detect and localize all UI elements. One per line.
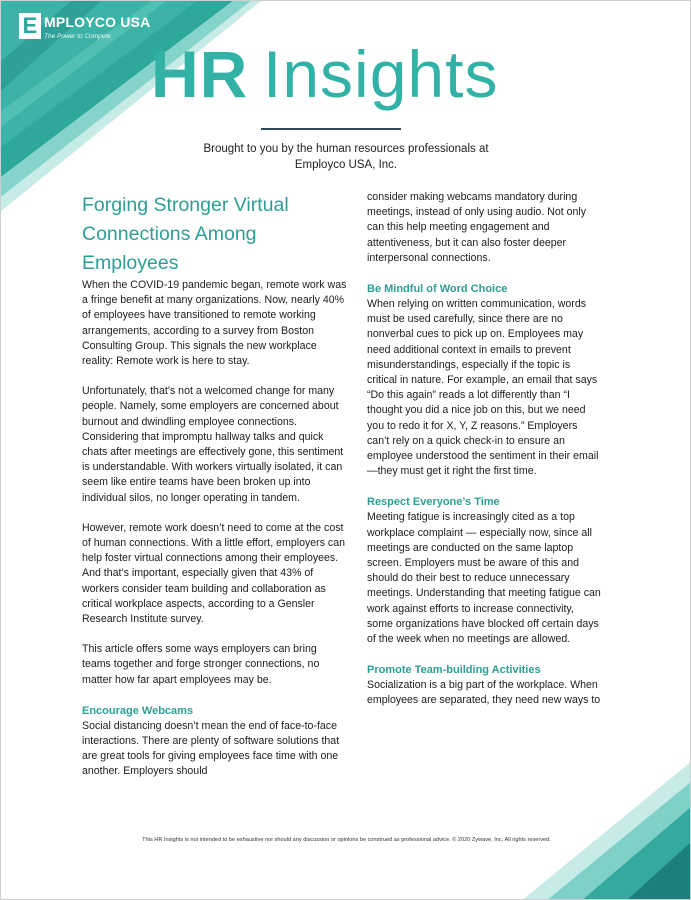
left-column <box>82 191 347 795</box>
article-title-line-1: Forging Stronger Virtual <box>82 194 289 216</box>
heading-word-choice: Be Mindful of Word Choice <box>367 283 508 296</box>
masthead-rule <box>261 128 401 130</box>
article-title <box>82 191 347 278</box>
article-paragraph-1: When the COVID-19 pandemic began, remote work was a fringe benefit at many organizations. Now, nearly 40% of employees have transitioned to remote working arrangements, according to a survey from Boston Consulting Group. This signals the new workplace reality: Remote work is here to stay. <box>82 279 347 368</box>
footer-disclaimer: This HR Insights is not intended to be exhaustive nor should any discussion or opinions be construed as professional advice. © 2020 Zywave, Inc. All rights reserved. <box>142 837 551 843</box>
heading-respect-time: Respect Everyone’s Time <box>367 496 500 509</box>
logo-letter: E <box>19 13 41 39</box>
article-paragraph-2: Unfortunately, that’s not a welcomed change for many people. Namely, some employers are concerned about burnout and dwindling employee connections. Considering that impromptu hallway talks and quick chats after meetings are effectively gone, this sentiment is understandable. With workers virtually isolated, it can seem like entire teams have been broken up into individual silos, no longer operating in tandem. <box>82 385 344 504</box>
masthead-subtitle <box>131 141 561 173</box>
word-choice-paragraph: When relying on written communication, words must be used carefully, since there are no nonverbal cues to pick up on. Employees may need additional context in emails to prevent misunderstandings, especially if the topic is critical in nature. For example, an email that says “Do this again” reads a lot differently than “I thought you did a nice job on this, but we need you to redo it for X, Y, Z reasons.” Employers can’t rely on a quick check-in to ensure an employee understood the sentiment in their email—they must get it right the first time. <box>367 298 599 478</box>
masthead-insights: Insights <box>263 37 499 111</box>
subtitle-line-2: Employco USA, Inc. <box>294 159 398 171</box>
heading-encourage-webcams: Encourage Webcams <box>82 704 194 717</box>
respect-time-paragraph: Meeting fatigue is increasingly cited as a top workplace complaint — especially now, since all meetings are conducted on the same laptop screen. Employers must be aware of this and should do their best to reduce unnecessary meetings. Understanding that meeting fatigue can work against efforts to increase connectivity, some organizations have blocked off certain days of the week when no meetings are allowed. <box>367 511 601 646</box>
masthead <box>151 37 551 111</box>
article-paragraph-4: This article offers some ways employers can bring teams together and forge stronger connections, no matter how far apart employees may be. <box>82 643 320 686</box>
webcams-paragraph-continued: consider making webcams mandatory during meetings, instead of only using audio. Not only can this help meeting engagement and attentiveness, but it can also foster deeper interpersonal connections. <box>367 191 587 264</box>
team-building-paragraph: Socialization is a big part of the workplace. When employees are separated, they need new ways to <box>367 679 601 707</box>
article-paragraph-3: However, remote work doesn’t need to come at the cost of human connections. With a little effort, employers can help foster virtual connections among their employees. And that’s important, especially given that 43% of workers consider team building and collaboration as critical workplace aspects, according to a Gensler Research Institute survey. <box>82 521 346 626</box>
article-title-line-2: Connections Among <box>82 223 257 245</box>
right-column <box>367 190 602 724</box>
logo-company-name: MPLOYCO USA <box>44 14 151 30</box>
heading-team-building: Promote Team-building Activities <box>367 664 541 677</box>
masthead-hr: HR <box>151 37 249 111</box>
logo-tagline: The Power to Compete <box>44 33 111 40</box>
webcams-paragraph: Social distancing doesn’t mean the end of face-to-face interactions. There are plenty of software solutions that are great tools for giving employees face time with one another. Employers should <box>82 719 340 778</box>
article-title-line-3: Employees <box>82 252 179 274</box>
subtitle-line-1: Brought to you by the human resources professionals at <box>203 143 489 155</box>
